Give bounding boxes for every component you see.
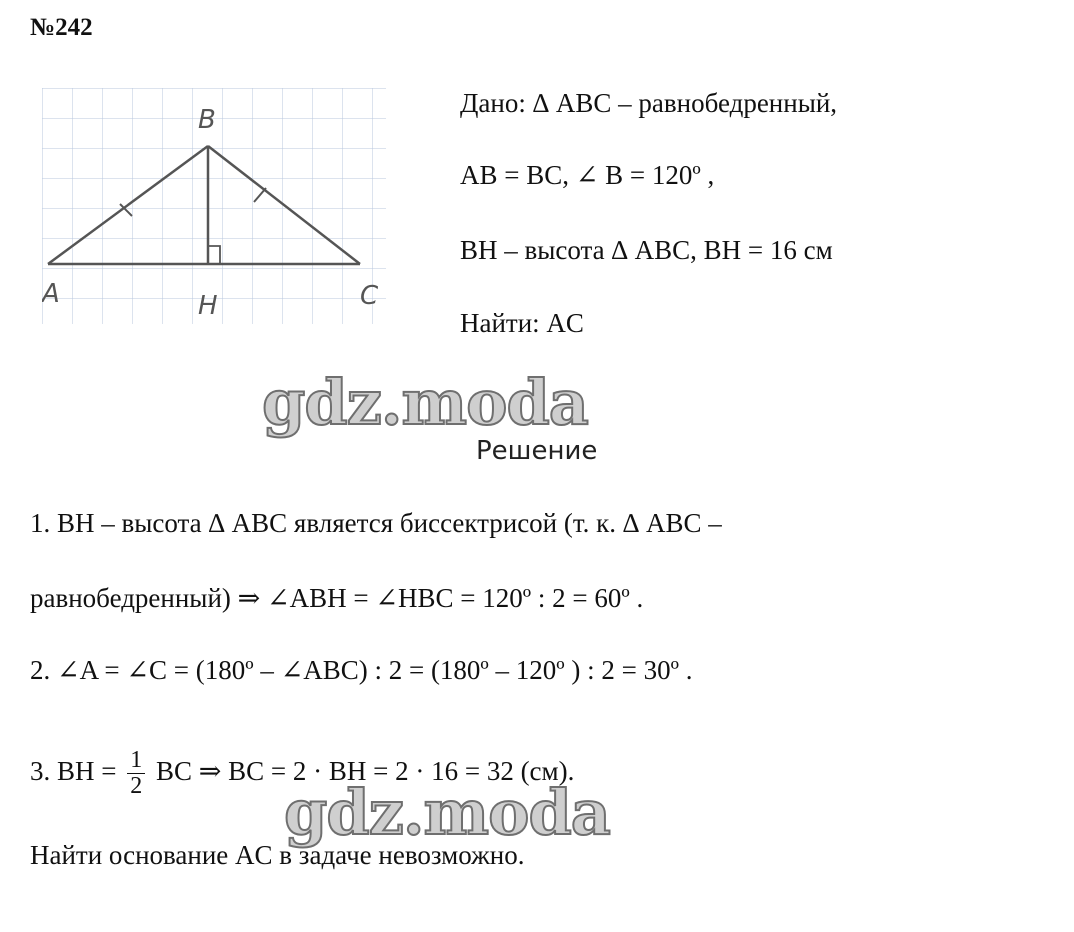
solution-heading: Решение (476, 436, 598, 466)
fraction-numerator: 1 (127, 748, 145, 774)
fraction-denominator: 2 (130, 773, 143, 800)
solution-step-1-line-2: равнобедренный) ⇒ ∠ABH = ∠HBC = 120º : 2 = 60º . (30, 583, 644, 613)
given-line-1: Дано: ∆ ABC – равнобедренный, (460, 88, 838, 118)
step-3-prefix: 3. BH = (30, 755, 117, 786)
label-a: A (42, 279, 60, 309)
problem-number: №242 (30, 14, 93, 41)
conclusion: Найти основание AC в задаче невозможно. (30, 840, 525, 870)
given-line-2: AB = BC, ∠ B = 120º , (460, 160, 715, 190)
given-line-3: BH – высота ∆ ABC, BH = 16 см (460, 235, 833, 265)
watermark-logo: gdz.moda (262, 366, 588, 439)
label-h: H (198, 291, 218, 321)
find-line: Найти: AC (460, 308, 584, 338)
step-3-suffix: BC ⇒ BC = 2 · BH = 2 · 16 = 32 (см). (155, 755, 575, 786)
solution-step-2: 2. ∠A = ∠C = (180º – ∠ABC) : 2 = (180º – 120º ) : 2 = 30º . (30, 655, 693, 685)
triangle-figure (42, 88, 386, 324)
label-b: B (198, 105, 216, 135)
watermark-logo-2: gdz.moda (284, 776, 610, 849)
solution-step-1-line-1: 1. BH – высота ∆ ABC является биссектрисой (т. к. ∆ ABC – (30, 508, 722, 538)
fraction-one-half (127, 748, 145, 799)
label-c: C (360, 281, 379, 311)
